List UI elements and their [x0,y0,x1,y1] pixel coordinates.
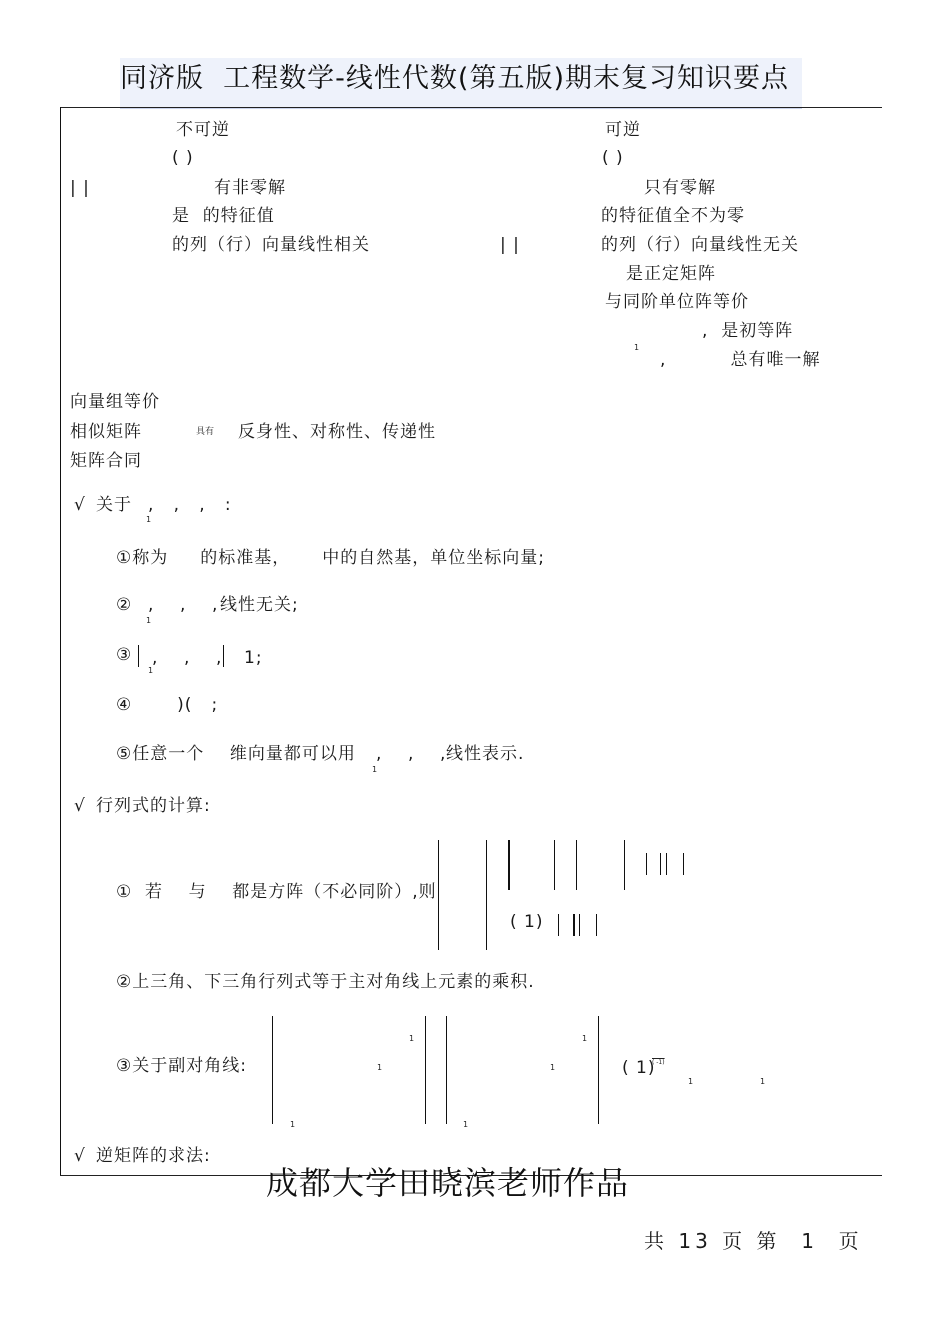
table-left-border [60,107,61,1176]
right-abs-bars: | | [500,235,520,255]
left-eigenvalue: 是 的特征值 [172,206,275,226]
right-eigenvalue: 的特征值全不为零 [601,206,745,226]
det-bar-left [138,645,139,667]
det-bar-right [223,645,224,667]
block-det-bar [596,914,597,936]
left-paren: ( ) [172,148,194,168]
block-det-bar [573,914,575,936]
right-paren: ( ) [602,148,624,168]
footer-author: 成都大学田晓滨老师作品 [266,1164,630,1202]
block-det-bar [683,853,684,875]
anti-diag-one: 1 [377,1063,383,1072]
table-top-border [60,107,882,108]
basis-item-5-sub: 1 [372,765,378,774]
det-block-rule: ① 若 与 都是方阵（不必同阶）,则 [116,882,437,902]
basis-heading: 关于 [96,495,132,515]
checkmark-icon: √ [74,1146,86,1166]
block-det-bar [558,914,559,936]
right-positive-definite: 是正定矩阵 [626,264,716,284]
basis-item-1: ①称为 的标准基， 中的自然基，单位坐标向量; [116,548,546,568]
anti-diag-exponent: ( -1) [652,1059,665,1066]
anti-diag-result: ( 1) [622,1058,656,1078]
anti-diag-bar [446,1016,447,1124]
basis-heading-vectors: , , , : [148,495,232,515]
right-sub-one: 1 [634,343,640,352]
anti-diag-one: 1 [409,1034,415,1043]
left-nonzero-solution: 有非零解 [214,178,286,198]
det-triangular-rule: ②上三角、下三角行列式等于主对角线上元素的乘积. [116,972,535,992]
right-equivalent-identity: 与同阶单位阵等价 [605,292,749,312]
anti-diag-bar [598,1016,599,1124]
basis-item-3-sub: 1 [148,666,154,675]
inverse-heading: 逆矩阵的求法: [96,1146,211,1166]
anti-diag-one: 1 [290,1120,296,1129]
basis-item-2-vectors: , , , [148,595,219,615]
determinant-heading: 行列式的计算: [96,796,211,816]
basis-item-2-sub: 1 [146,616,152,625]
anti-diag-one: 1 [550,1063,556,1072]
left-abs-bars: | | [70,178,90,198]
page-title: 同济版 工程数学-线性代数(第五版)期末复习知识要点 [120,63,789,94]
right-unique-solution: , 总有唯一解 [660,350,821,370]
right-independent: 的列（行）向量线性无关 [601,235,799,255]
not-invertible-heading: 不可逆 [176,120,230,140]
anti-diag-one: 1 [463,1120,469,1129]
block-det-bar [660,853,661,875]
basis-item-3-end: 1; [244,648,263,668]
anti-diag-bar [272,1016,273,1124]
anti-diag-one: 1 [688,1077,694,1086]
basis-item-5: ⑤任意一个 维向量都可以用 [116,744,356,764]
page-number: 共 13 页 第 1 页 [644,1229,863,1253]
vector-group-equivalence: 向量组等价 [70,392,160,412]
similar-matrices: 相似矩阵 [70,422,142,442]
basis-item-4: ④ )( ; [116,695,219,715]
basis-heading-sub: 1 [146,515,152,524]
checkmark-icon: √ [74,796,86,816]
block-det-bar [508,840,510,890]
right-zero-solution: 只有零解 [644,178,716,198]
basis-item-5-end: 线性表示. [446,744,525,764]
anti-diag-one: 1 [582,1034,588,1043]
det-block-result: ( 1) [510,912,544,932]
checkmark-icon: √ [74,495,86,515]
relation-properties: 反身性、对称性、传递性 [238,422,436,442]
basis-item-2-num: ② [116,595,133,615]
block-det-bar [486,840,487,950]
have-label: 具有 [196,427,215,437]
det-anti-diagonal-rule: ③关于副对角线: [116,1056,247,1076]
invertible-heading: 可逆 [605,120,641,140]
basis-item-5-vectors: , , , [376,744,447,764]
block-det-bar [554,840,555,890]
right-elementary: , 是初等阵 [702,321,794,341]
basis-item-3-num: ③ [116,645,133,665]
block-det-bar [666,853,667,875]
anti-diag-bar [425,1016,426,1124]
congruent-matrices: 矩阵合同 [70,451,142,471]
block-det-bar [438,840,439,950]
block-det-bar [646,853,647,875]
basis-item-3-vectors: , , , [152,648,223,668]
block-det-bar [624,840,625,890]
block-det-bar [576,840,577,890]
block-det-bar [579,914,580,936]
basis-item-2-text: 线性无关; [220,595,299,615]
left-dependent: 的列（行）向量线性相关 [172,235,370,255]
anti-diag-one: 1 [760,1077,766,1086]
